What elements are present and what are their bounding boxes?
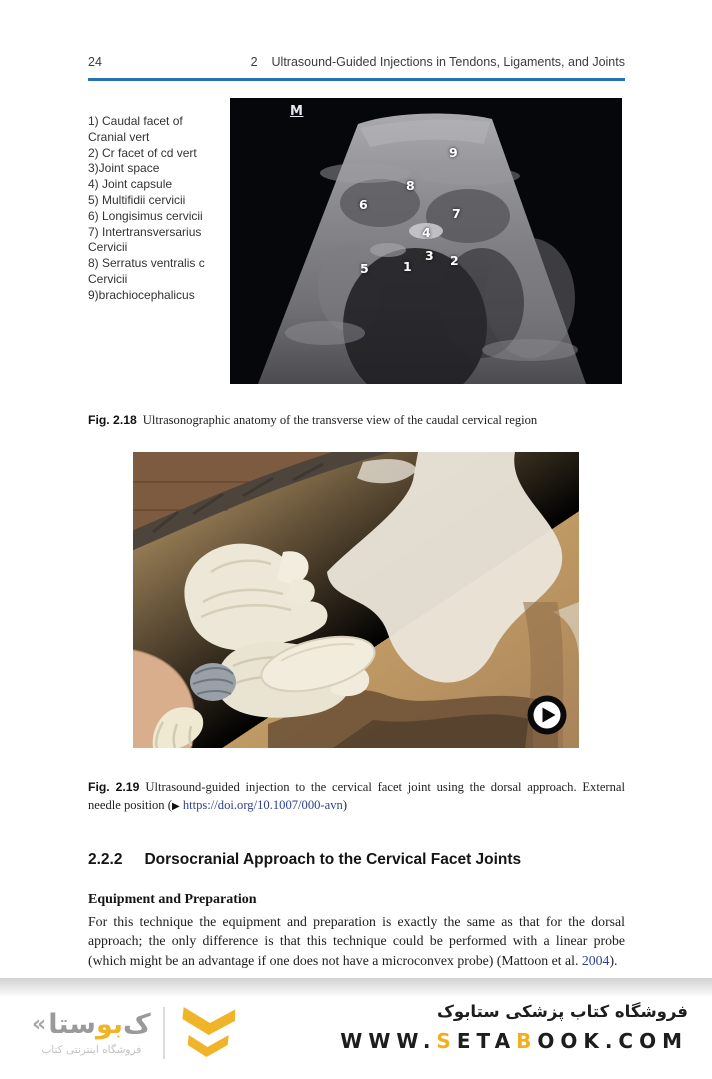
- website-url-segment: ETA: [456, 1029, 517, 1053]
- page-header: [88, 55, 625, 75]
- us-label-8: 8: [406, 178, 415, 193]
- page-number: 24: [88, 55, 102, 69]
- anatomy-label-line: Cervicii: [88, 240, 128, 255]
- logo-chevron-icon: [177, 1004, 235, 1062]
- website-url-segment: S: [436, 1029, 457, 1053]
- anatomy-label-line: Cranial vert: [88, 129, 150, 144]
- website-url-segment: WWW.: [340, 1029, 437, 1053]
- anatomy-label-line: 3)Joint space: [88, 161, 160, 176]
- play-button-graphic: [528, 696, 567, 735]
- body-paragraph: For this technique the equipment and preparation is exactly the same as that for the dorsal approach; the only difference is that this technique could be performed with a linear probe (which might be an advantage if one does not have a microconvex probe) (Mattoon et al. 2004).: [88, 913, 625, 968]
- anatomy-label-line: Cervicii: [88, 271, 128, 286]
- citation-link[interactable]: 2004: [581, 952, 610, 968]
- media-play-icon: ▶: [171, 801, 180, 813]
- anatomy-label-line: 8) Serratus ventralis c: [88, 256, 205, 271]
- chapter-title: Ultrasound-Guided Injections in Tendons, Ligaments, and Joints: [271, 55, 625, 69]
- figure-2-18-label: Fig. 2.18: [88, 412, 137, 427]
- orientation-marker: M: [290, 104, 304, 119]
- setabook-logo[interactable]: [32, 1004, 235, 1062]
- footer-divider-gradient: [0, 978, 712, 996]
- chapter-number: 2: [250, 55, 258, 69]
- header-rule: [88, 78, 625, 81]
- figure-2-19-label: Fig. 2.19: [88, 779, 140, 794]
- us-label-4: 4: [422, 225, 431, 240]
- injection-photo: [133, 452, 579, 748]
- logo-guillemet: «: [32, 1012, 47, 1037]
- anatomy-label-line: 7) Intertransversarius: [88, 224, 202, 239]
- anatomy-label-line: 5) Multifidii cervicii: [88, 192, 186, 207]
- us-label-6: 6: [359, 197, 368, 212]
- anatomy-label-line: 9)brachiocephalicus: [88, 287, 195, 302]
- running-head: [251, 55, 625, 69]
- horse-injection-graphic: [133, 452, 579, 748]
- us-label-7: 7: [452, 206, 461, 221]
- us-label-5: 5: [360, 261, 369, 276]
- anatomy-label-line: 2) Cr facet of cd vert: [88, 145, 197, 160]
- section-title: Dorsocranial Approach to the Cervical Facet Joints: [144, 850, 522, 868]
- figure-2-19-caption: Fig. 2.19 Ultrasound-guided injection to the cervical facet joint using the dorsal approach. External needle position (▶ https://doi.org/10.1007/000-avn): [88, 779, 625, 813]
- logo-divider: [163, 1007, 165, 1059]
- subsection-heading: Equipment and Preparation: [88, 892, 257, 907]
- anatomy-label-list: [88, 114, 230, 304]
- ultrasound-image: [230, 98, 622, 384]
- website-url-segment: OOK.COM: [537, 1029, 688, 1053]
- anatomy-label-line: 1) Caudal facet of: [88, 114, 183, 128]
- ultrasound-fan-graphic: [230, 98, 622, 384]
- website-url-segment: B: [516, 1029, 538, 1053]
- website-url[interactable]: [340, 1029, 688, 1053]
- logo-wordmark: « ستا بو ک: [32, 1009, 151, 1040]
- store-name-persian: فروشگاه کتاب پزشکی ستابوک: [437, 1002, 688, 1021]
- figure-2-18-caption: Fig. 2.18 Ultrasonographic anatomy of the transverse view of the caudal cervical region: [88, 412, 538, 427]
- us-label-2: 2: [450, 253, 459, 268]
- anatomy-label-line: 6) Longisimus cervicii: [88, 208, 203, 223]
- section-heading: [88, 851, 625, 869]
- us-label-3: 3: [425, 248, 434, 263]
- logo-subtitle: فروشگاه اینترنتی کتاب: [41, 1044, 142, 1056]
- footer-banner: [0, 996, 712, 1079]
- doi-link[interactable]: https://doi.org/10.1007/000-avn: [182, 798, 343, 813]
- us-label-9: 9: [449, 145, 458, 160]
- section-number: 2.2.2: [88, 850, 123, 868]
- us-label-1: 1: [403, 259, 412, 274]
- anatomy-label-line: 4) Joint capsule: [88, 177, 173, 192]
